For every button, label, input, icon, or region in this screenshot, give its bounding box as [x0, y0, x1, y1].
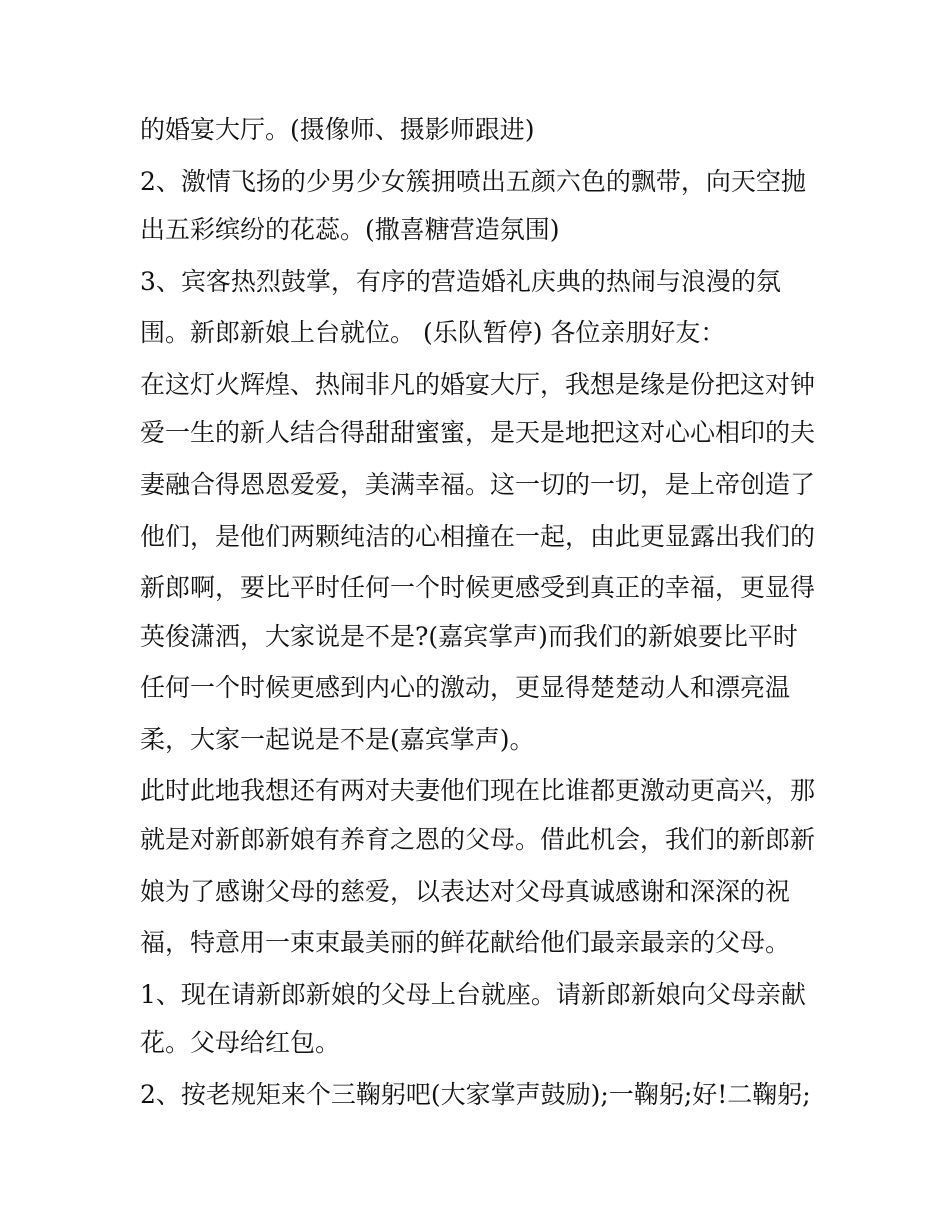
- text-line: 围。新郎新娘上台就位。 (乐队暂停) 各位亲朋好友：: [140, 318, 726, 347]
- text-line: 花。父母给红包。: [140, 1028, 341, 1057]
- text-line: 妻融合得恩恩爱爱，美满幸福。这一切的一切，是上帝创造了: [140, 470, 816, 499]
- text-line: 柔，大家一起说是不是(嘉宾掌声)。: [140, 725, 535, 754]
- text-line: 3、宾客热烈鼓掌，有序的营造婚礼庆典的热闹与浪漫的氛: [140, 267, 781, 296]
- text-line: 的婚宴大厅。(摄像师、摄影师跟进): [140, 115, 535, 144]
- text-line: 2、按老规矩来个三鞠躬吧(大家掌声鼓励);一鞠躬;好!二鞠躬;: [140, 1080, 811, 1109]
- text-line: 出五彩缤纷的花蕊。(撒喜糖营造氛围): [140, 215, 560, 244]
- text-line: 任何一个时候更感到内心的激动，更显得楚楚动人和漂亮温: [140, 673, 791, 702]
- text-line: 英俊潇洒，大家说是不是?(嘉宾掌声)而我们的新娘要比平时: [140, 622, 798, 651]
- text-line: 娘为了感谢父母的慈爱，以表达对父母真诚感谢和深深的祝: [140, 877, 791, 906]
- text-line: 爱一生的新人结合得甜甜蜜蜜，是天是地把这对心心相印的夫: [140, 418, 816, 447]
- text-line: 他们，是他们两颗纯洁的心相撞在一起，由此更显露出我们的: [140, 522, 816, 551]
- text-line: 福，特意用一束束最美丽的鲜花献给他们最亲最亲的父母。: [140, 928, 791, 957]
- text-line: 此时此地我想还有两对夫妻他们现在比谁都更激动更高兴，那: [140, 776, 816, 805]
- text-line: 就是对新郎新娘有养育之恩的父母。借此机会，我们的新郎新: [140, 825, 816, 854]
- text-line: 在这灯火辉煌、热闹非凡的婚宴大厅，我想是缘是份把这对钟: [140, 370, 816, 399]
- text-line: 2、激情飞扬的少男少女簇拥喷出五颜六色的飘带，向天空抛: [140, 167, 806, 196]
- text-line: 新郎啊，要比平时任何一个时候更感受到真正的幸福，更显得: [140, 573, 816, 602]
- text-line: 1、现在请新郎新娘的父母上台就座。请新郎新娘向父母亲献: [140, 980, 806, 1009]
